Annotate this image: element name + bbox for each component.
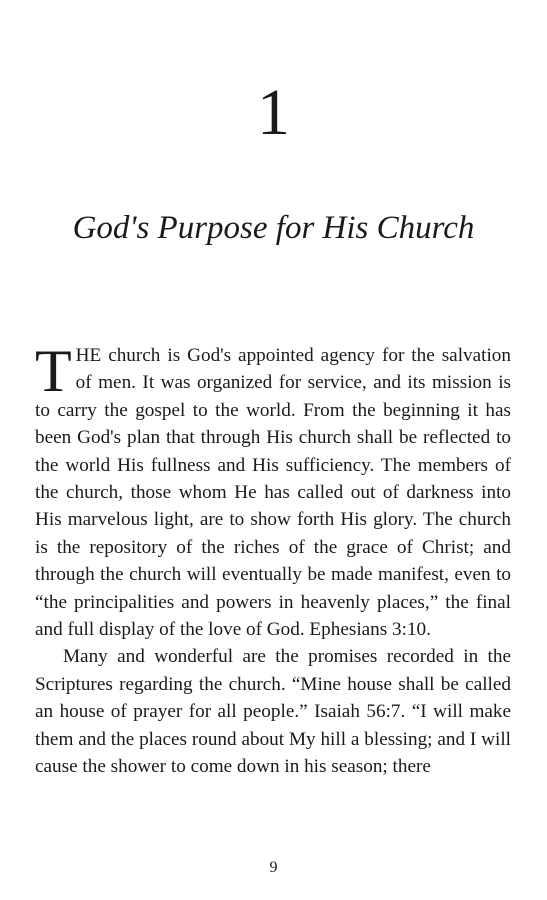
- paragraph-1: [35, 338, 511, 643]
- chapter-body: [35, 338, 511, 781]
- drop-cap: T: [35, 338, 72, 404]
- paragraph-1-text: HE church is God's appointed agency for the salvation of men. It was organized for service, and its mission is to carry the gospel to the world. From the beginning it has been God's plan that through His church shall be reflected to the world His fullness and His sufficiency. The members of the church, those whom He has called out of darkness into His marvelous light, are to show forth His glory. The church is the repository of the riches of the grace of Christ; and through the church will eventually be made manifest, even to “the principalities and powers in heavenly places,” the final and full display of the love of God. Ephesians 3:10.: [35, 345, 511, 641]
- paragraph-2: Many and wonderful are the promises recorded in the Scriptures regarding the church. “Mine house shall be called an house of prayer for all people.” Isaiah 56:7. “I will make them and the places round about My hill a blessing; and I will cause the shower to come down in his season; there: [35, 646, 511, 778]
- chapter-number: 1: [257, 76, 290, 149]
- page-number: 9: [269, 859, 278, 876]
- chapter-title: God's Purpose for His Church: [72, 210, 475, 246]
